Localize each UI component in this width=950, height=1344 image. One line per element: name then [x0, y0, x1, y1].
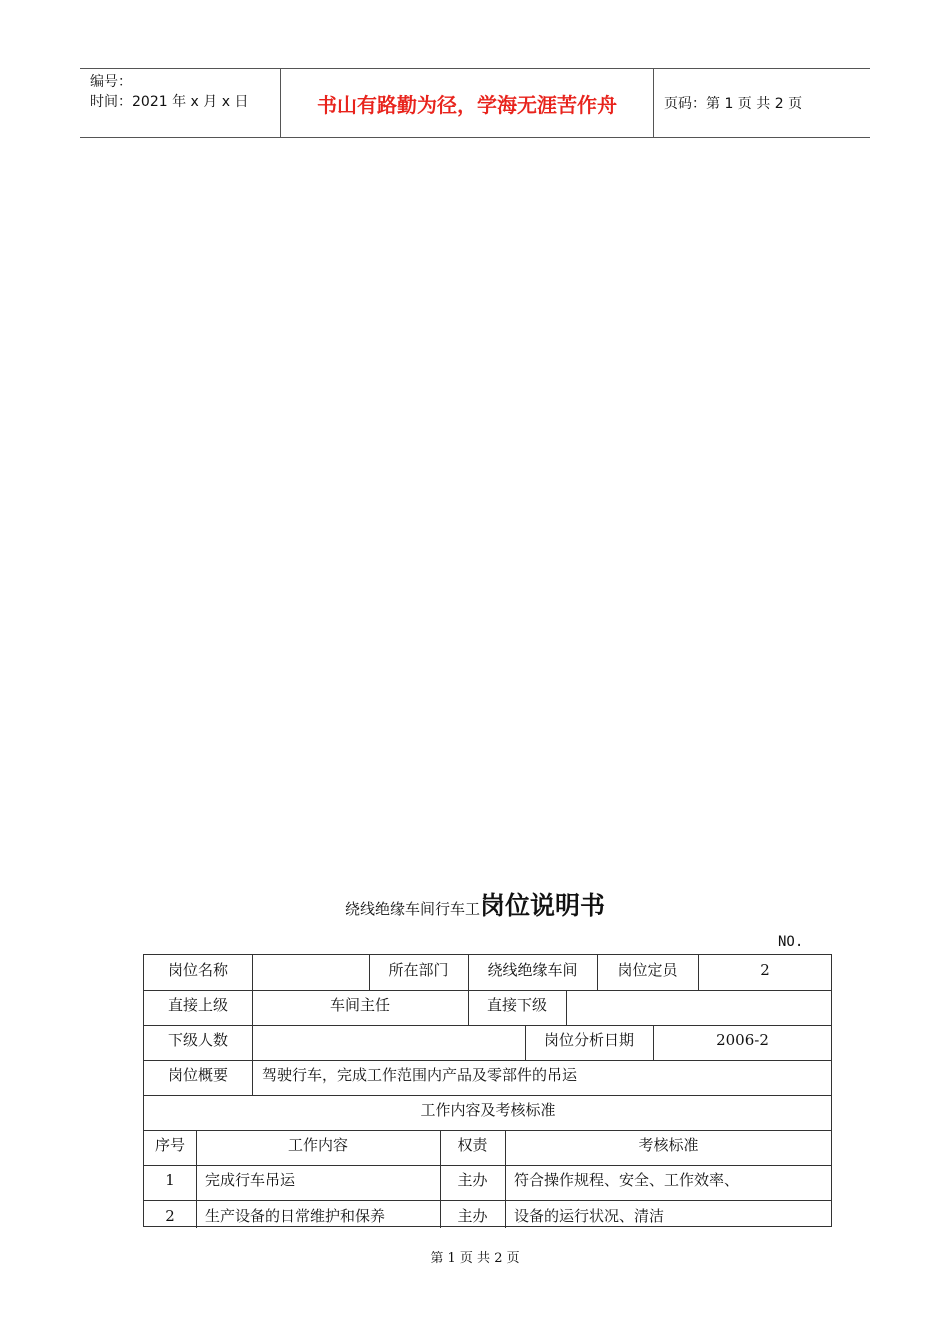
- col-header-duty: 权责: [457, 1136, 488, 1154]
- doc-number-label: NO.: [778, 934, 804, 950]
- staff-value: 2: [760, 961, 770, 979]
- task-no: 2: [165, 1207, 175, 1225]
- col-header-content: 工作内容: [287, 1136, 348, 1154]
- row-divider: [144, 1060, 831, 1061]
- subordinate-label: 直接下级: [486, 996, 547, 1014]
- row-divider: [144, 1165, 831, 1166]
- task-duty: 主办: [457, 1207, 488, 1225]
- serial-label: 编号：: [90, 74, 132, 90]
- row-divider: [144, 1025, 831, 1026]
- col-divider: [566, 990, 567, 1025]
- task-content: 完成行车吊运: [205, 1171, 296, 1189]
- sub-count-label: 下级人数: [167, 1031, 228, 1049]
- row-divider: [144, 1200, 831, 1201]
- header-meta-cell: [80, 69, 281, 137]
- task-content: 生产设备的日常维护和保养: [205, 1207, 386, 1225]
- job-description-table: [143, 954, 832, 1227]
- page-indicator: 页码：第 1 页 共 2 页: [664, 96, 803, 112]
- summary-label: 岗位概要: [167, 1066, 228, 1084]
- row-divider: [144, 1095, 831, 1096]
- page-footer: 第 1 页 共 2 页: [430, 1251, 520, 1266]
- document-title: [0, 886, 950, 922]
- title-main: 岗位说明书: [480, 891, 606, 920]
- time-label: 时间：2021 年 x 月 x 日: [90, 94, 249, 110]
- task-no: 1: [165, 1171, 175, 1189]
- col-header-no: 序号: [154, 1136, 185, 1154]
- dept-value: 绕线绝缘车间: [487, 961, 578, 979]
- post-name-label: 岗位名称: [167, 961, 228, 979]
- row-divider: [144, 1130, 831, 1131]
- page-header: [80, 68, 870, 138]
- summary-value: 驾驶行车，完成工作范围内产品及零部件的吊运: [262, 1066, 578, 1084]
- task-standard: 符合操作规程、安全、工作效率、: [514, 1171, 740, 1189]
- analysis-date-label: 岗位分析日期: [543, 1031, 634, 1049]
- section-title: 工作内容及考核标准: [420, 1101, 556, 1119]
- col-divider: [252, 955, 253, 1095]
- staff-label: 岗位定员: [617, 961, 678, 979]
- analysis-date-value: 2006-2: [716, 1031, 769, 1049]
- title-prefix: 绕线绝缘车间行车工: [344, 900, 480, 918]
- dept-label: 所在部门: [388, 961, 449, 979]
- task-duty: 主办: [457, 1171, 488, 1189]
- task-standard: 设备的运行状况、清洁: [514, 1207, 665, 1225]
- superior-value: 车间主任: [329, 996, 390, 1014]
- superior-label: 直接上级: [167, 996, 228, 1014]
- col-header-standard: 考核标准: [638, 1136, 699, 1154]
- row-divider: [144, 990, 831, 991]
- motto: 书山有路勤为径，学海无涯苦作舟: [281, 69, 654, 137]
